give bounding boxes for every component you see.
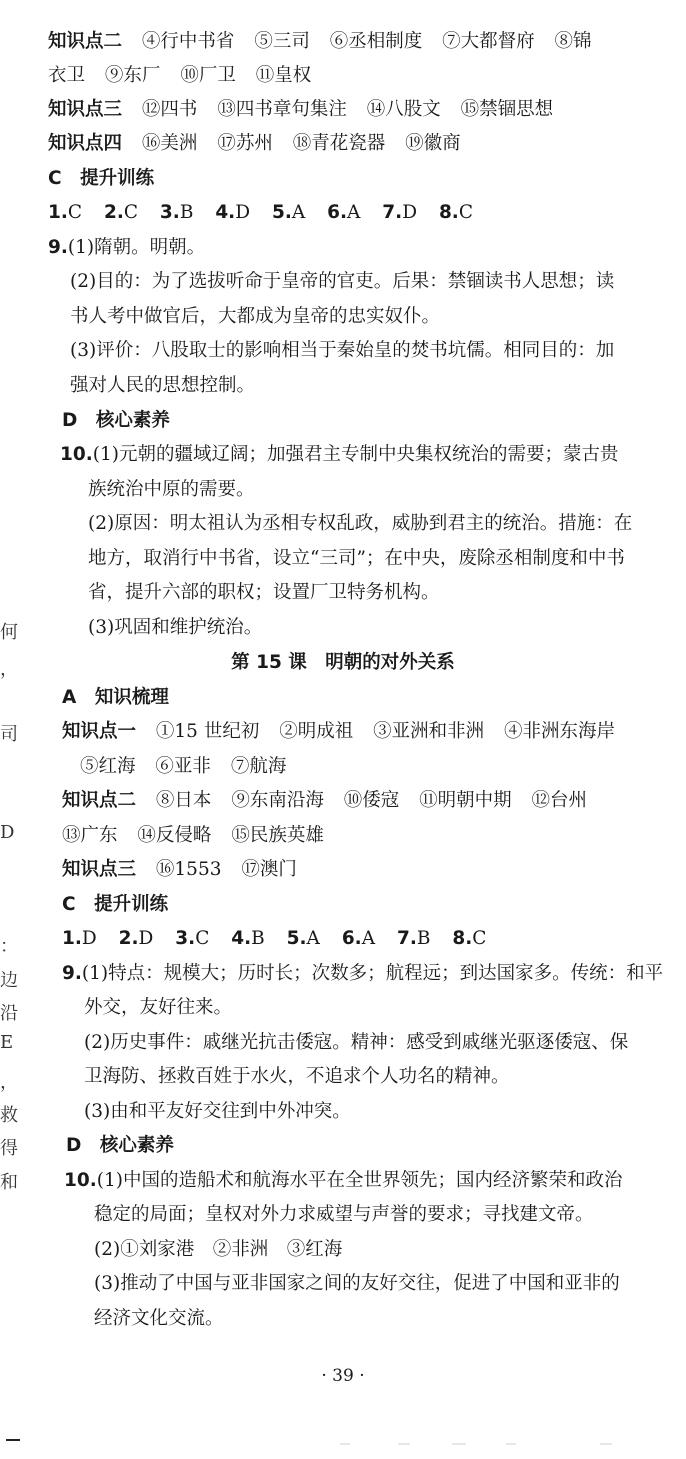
kp-item: ⑩厂卫 [180,65,236,86]
kp-item: ⑱青花瓷器 [292,133,386,154]
q-answer: B [416,928,431,949]
s1-q10-line6: (3)巩固和维护统治。 [88,617,263,638]
margin-fragment: E [0,1032,14,1053]
s1-kp2-line2 [48,63,311,89]
kp-item: ⑤三司 [254,31,310,52]
kp-item: ⑤红海 [80,756,136,777]
s1-q9-line3: 书人考中做官后，大都成为皇帝的忠实奴仆。 [70,306,441,327]
q-number: 1. [62,928,82,949]
s1-q10-line3: (2)原因：明太祖认为丞相专权乱政，威胁到君主的统治。措施：在 [88,513,633,534]
s1-q9-line2: (2)目的：为了选拔听命于皇帝的官吏。后果：禁锢读书人思想；读 [70,271,615,292]
s2-kp2-line1 [62,788,587,814]
q-number: 3. [159,202,180,223]
s2-q10-line5: 经济文化交流。 [94,1308,224,1329]
margin-fragment: 司 [0,724,18,745]
margin-fragment: D [0,822,15,843]
footer-dash [6,1439,20,1441]
kp-item: ⑬广东 [62,825,118,846]
q-number: 9. [48,237,68,258]
q-number: 6. [341,928,362,949]
margin-fragment: 边 [0,970,18,991]
kp-item: ⑬四书章句集注 [217,99,347,120]
s1-q9-line5: 强对人民的思想控制。 [70,375,256,396]
s1-q10-line2: 族统治中原的需要。 [88,479,255,500]
s1-kp3-line [48,97,553,123]
s2-q10-line3: (2)①刘家港 ②非洲 ③红海 [94,1239,343,1260]
q-answer: C [195,928,210,949]
kp-item: ⑯1553 [155,859,222,880]
answer-text: (1)中国的造船术和航海水平在全世界领先；国内经济繁荣和政治 [96,1170,623,1191]
kp-item: ⑪明朝中期 [419,790,512,811]
q-answer: A [291,202,306,223]
kp-item: ⑨东南沿海 [231,790,324,811]
s2-q10-line4: (3)推动了中国与亚非国家之间的友好交往，促进了中国和亚非的 [94,1273,620,1294]
answer-text: (1)隋朝。明朝。 [67,237,206,258]
s1-mc-answers [48,200,473,226]
kp-item: ⑫台州 [531,790,588,811]
kp-item: ⑥丞相制度 [329,31,423,52]
kp-item: ⑫四书 [141,99,198,120]
s2-q9-line1 [62,961,663,987]
kp-item: ①15 世纪初 [155,721,260,742]
q-answer: D [235,202,251,223]
s2-kp1-line1 [62,719,615,745]
q-number: 9. [62,963,82,984]
kp-label: 知识点二 [48,31,123,52]
s2-q9-line2: 外交，友好往来。 [84,997,233,1018]
s1-q10-line4: 地方，取消行中书省，设立“三司”；在中央，废除丞相制度和中书 [88,548,625,569]
kp-item: ⑲徽商 [405,133,461,154]
q-number: 6. [327,202,348,223]
kp-item: ⑪皇权 [255,65,312,86]
s2-d-heading: D 核心素养 [66,1135,174,1156]
s1-q10-line1 [60,442,619,468]
q-answer: B [179,202,194,223]
q-answer: C [123,202,139,223]
page-number: · 39 · [321,1366,365,1386]
q-number: 8. [452,928,473,949]
lesson-title: 第 15 课 明朝的对外关系 [231,652,455,673]
q-answer: C [472,928,487,949]
s1-q9-line1 [48,235,205,261]
kp-label: 知识点四 [48,133,123,154]
q-number: 5. [286,928,307,949]
kp-item: ⑩倭寇 [343,790,400,811]
scan-artifact [506,1443,516,1445]
s2-kp3-line [62,857,297,883]
q-number: 2. [103,202,124,223]
s2-kp1-line2 [80,754,286,780]
margin-fragment: ， [0,1072,18,1093]
s1-c-heading: C 提升训练 [48,168,155,189]
s2-kp2-line2 [62,823,324,849]
scan-artifact [398,1443,410,1445]
kp-item: ⑰苏州 [217,133,273,154]
q-answer: D [138,928,154,949]
s1-q10-line5: 省，提升六部的职权；设置厂卫特务机构。 [88,582,440,603]
scan-artifact [340,1443,350,1445]
kp-label: 知识点一 [62,721,137,742]
kp-item: ⑮禁锢思想 [460,99,554,120]
q-answer: C [67,202,83,223]
scan-artifact [600,1443,612,1445]
s2-mc-answers [62,926,486,952]
kp-item: ②明成祖 [279,721,354,742]
s2-q9-line3: (2)历史事件：戚继光抗击倭寇。精神：感受到戚继光驱逐倭寇、保 [84,1032,629,1053]
margin-fragment: 救 [0,1105,18,1126]
kp-item: ③亚洲和非洲 [373,721,485,742]
kp-label: 知识点三 [48,99,123,120]
s2-c-heading: C 提升训练 [62,894,169,915]
s1-kp4-line [48,131,461,157]
q-answer: A [347,202,361,223]
scan-artifact [452,1443,466,1445]
kp-item: ⑯美洲 [141,133,198,154]
answer-text: (1)元朝的疆域辽阔；加强君主专制中央集权统治的需要；蒙古贵 [92,444,619,465]
q-number: 2. [118,928,139,949]
q-answer: A [361,928,376,949]
kp-item: 衣卫 [48,65,86,86]
s2-q10-line1 [64,1168,623,1194]
kp-item: ⑰澳门 [241,859,297,880]
margin-fragment: ， [0,659,18,680]
kp-item: ⑭八股文 [366,99,441,120]
q-answer: D [402,202,418,223]
s2-q9-line4: 卫海防、拯救百姓于水火，不追求个人功名的精神。 [84,1066,510,1087]
margin-fragment: 沿 [0,1003,18,1024]
s2-a-heading: A 知识梳理 [62,687,169,708]
margin-fragment: 何 [0,622,18,643]
margin-fragment: 得 [0,1138,18,1159]
q-number: 10. [64,1170,97,1191]
q-number: 4. [231,928,252,949]
q-number: 3. [175,928,196,949]
q-answer: C [458,202,473,223]
q-number: 8. [438,202,459,223]
s1-d-heading: D 核心素养 [62,410,170,431]
kp-item: ④行中书省 [141,31,235,52]
margin-fragment: ： [0,936,18,957]
s2-q10-line2: 稳定的局面；皇权对外力求威望与声誉的要求；寻找建文帝。 [94,1204,594,1225]
kp-item: ⑦航海 [230,756,287,777]
kp-label: 知识点二 [62,790,137,811]
s2-q9-line5: (3)由和平友好交往到中外冲突。 [84,1101,351,1122]
kp-item: ⑥亚非 [155,756,211,777]
q-number: 7. [382,202,403,223]
s1-q9-line4: (3)评价：八股取士的影响相当于秦始皇的焚书坑儒。相同目的：加 [70,340,615,361]
kp-label: 知识点三 [62,859,137,880]
kp-item: ⑭反侵略 [137,825,212,846]
q-number: 4. [215,202,236,223]
q-answer: D [81,928,97,949]
s1-kp2-line1 [48,29,592,55]
q-answer: B [251,928,265,949]
q-number: 5. [271,202,292,223]
kp-item: ⑧日本 [155,790,212,811]
q-number: 10. [60,444,93,465]
kp-item: ⑦大都督府 [442,31,535,52]
kp-item: ④非洲东海岸 [504,721,616,742]
kp-item: ⑮民族英雄 [231,825,324,846]
answer-text: (1)特点：规模大；历时长；次数多；航程远；到达国家多。传统：和平 [81,963,664,984]
q-answer: A [306,928,320,949]
kp-item: ⑨东厂 [104,65,161,86]
q-number: 7. [396,928,417,949]
kp-item: ⑧锦 [554,31,592,52]
q-number: 1. [48,202,68,223]
margin-fragment: 和 [0,1172,18,1193]
